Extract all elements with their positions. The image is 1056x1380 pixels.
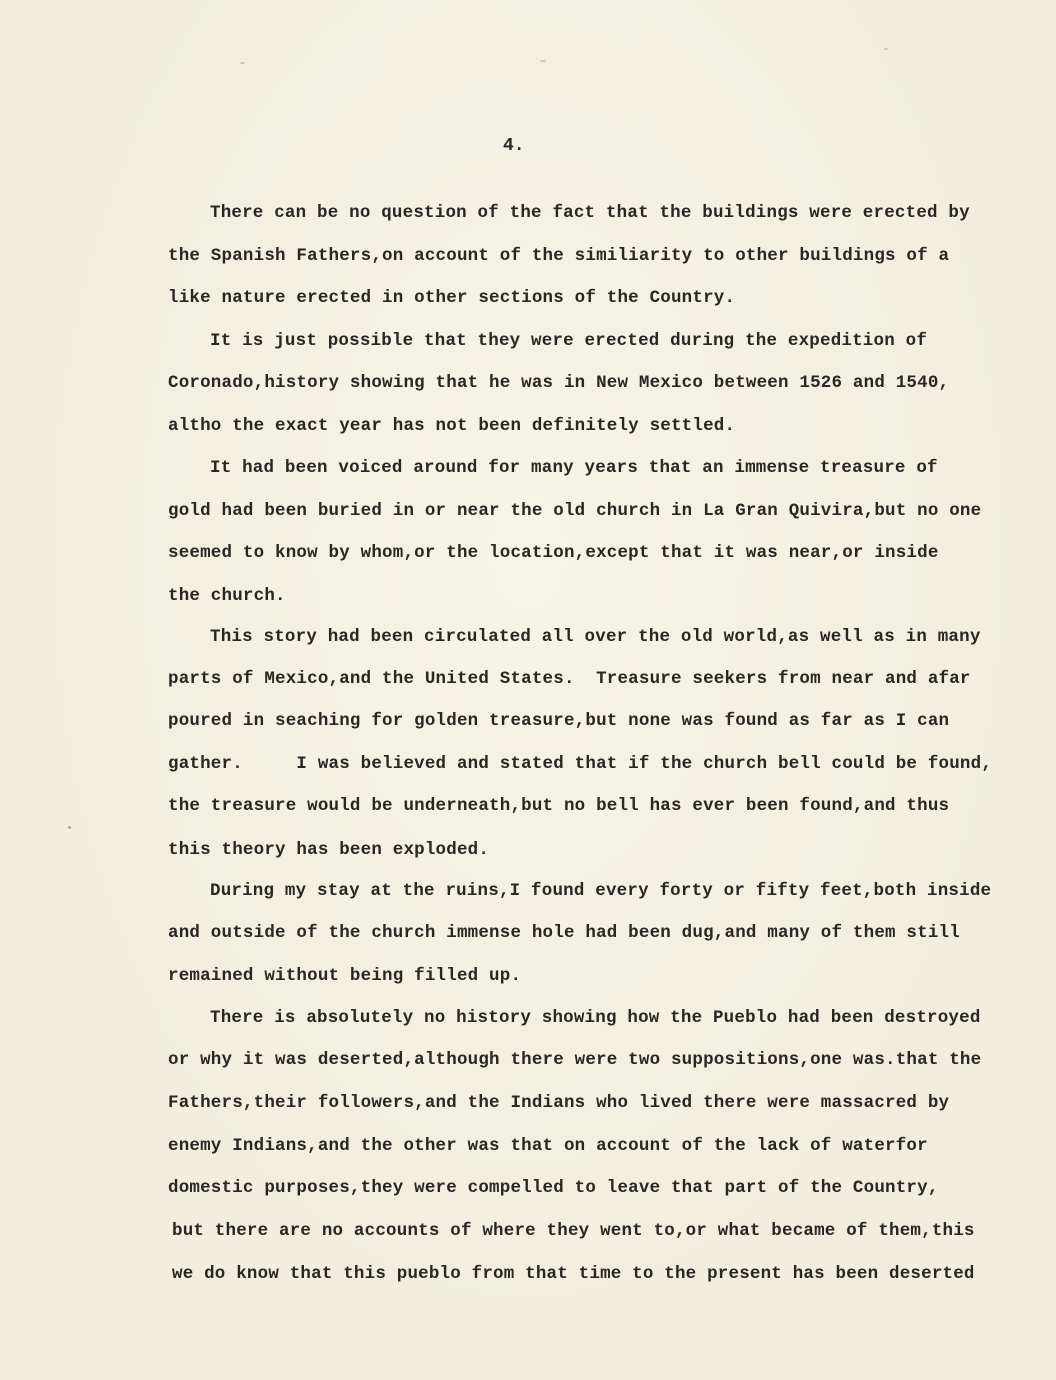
text-line: poured in seaching for golden treasure,but none was found as far as I can <box>168 711 950 731</box>
text-line: or why it was deserted,although there were two suppositions,one was.that the <box>168 1050 982 1070</box>
text-line: this theory has been exploded. <box>168 840 490 860</box>
text-line: seemed to know by whom,or the location,except that it was near,or inside <box>168 543 939 563</box>
text-line: remained without being filled up. <box>168 966 522 986</box>
text-line: like nature erected in other sections of the Country. <box>168 288 736 308</box>
text-line: and outside of the church immense hole had been dug,and many of them still <box>168 923 960 943</box>
text-line: gather. I was believed and stated that if the church bell could be found, <box>168 754 993 774</box>
text-line: domestic purposes,they were compelled to leave that part of the Country, <box>168 1178 939 1198</box>
text-line: the Spanish Fathers,on account of the similiarity to other buildings of a <box>168 246 950 266</box>
paper-speck <box>240 62 245 64</box>
text-line: During my stay at the ruins,I found every forty or fifty feet,both inside <box>210 881 992 901</box>
paper-speck <box>68 826 71 829</box>
text-line: It is just possible that they were erected during the expedition of <box>210 331 928 351</box>
text-line: altho the exact year has not been definitely settled. <box>168 416 736 436</box>
text-line: Fathers,their followers,and the Indians who lived there were massacred by <box>168 1093 950 1113</box>
text-line: the church. <box>168 586 286 606</box>
text-line: gold had been buried in or near the old church in La Gran Quivira,but no one <box>168 501 982 521</box>
text-line: but there are no accounts of where they went to,or what became of them,this <box>172 1221 975 1241</box>
text-line: There can be no question of the fact that the buildings were erected by <box>210 203 970 223</box>
text-line: Coronado,history showing that he was in New Mexico between 1526 and 1540, <box>168 373 950 393</box>
text-line: enemy Indians,and the other was that on account of the lack of waterfor <box>168 1136 928 1156</box>
page-number: 4. <box>503 136 525 156</box>
paper-speck <box>540 60 546 62</box>
text-line: This story had been circulated all over the old world,as well as in many <box>210 627 981 647</box>
paper-speck <box>884 48 888 50</box>
text-line: we do know that this pueblo from that time to the present has been deserted <box>172 1264 975 1284</box>
text-line: parts of Mexico,and the United States. Treasure seekers from near and afar <box>168 669 971 689</box>
text-line: There is absolutely no history showing how the Pueblo had been destroyed <box>210 1008 981 1028</box>
text-line: It had been voiced around for many years that an immense treasure of <box>210 458 938 478</box>
text-line: the treasure would be underneath,but no bell has ever been found,and thus <box>168 796 950 816</box>
